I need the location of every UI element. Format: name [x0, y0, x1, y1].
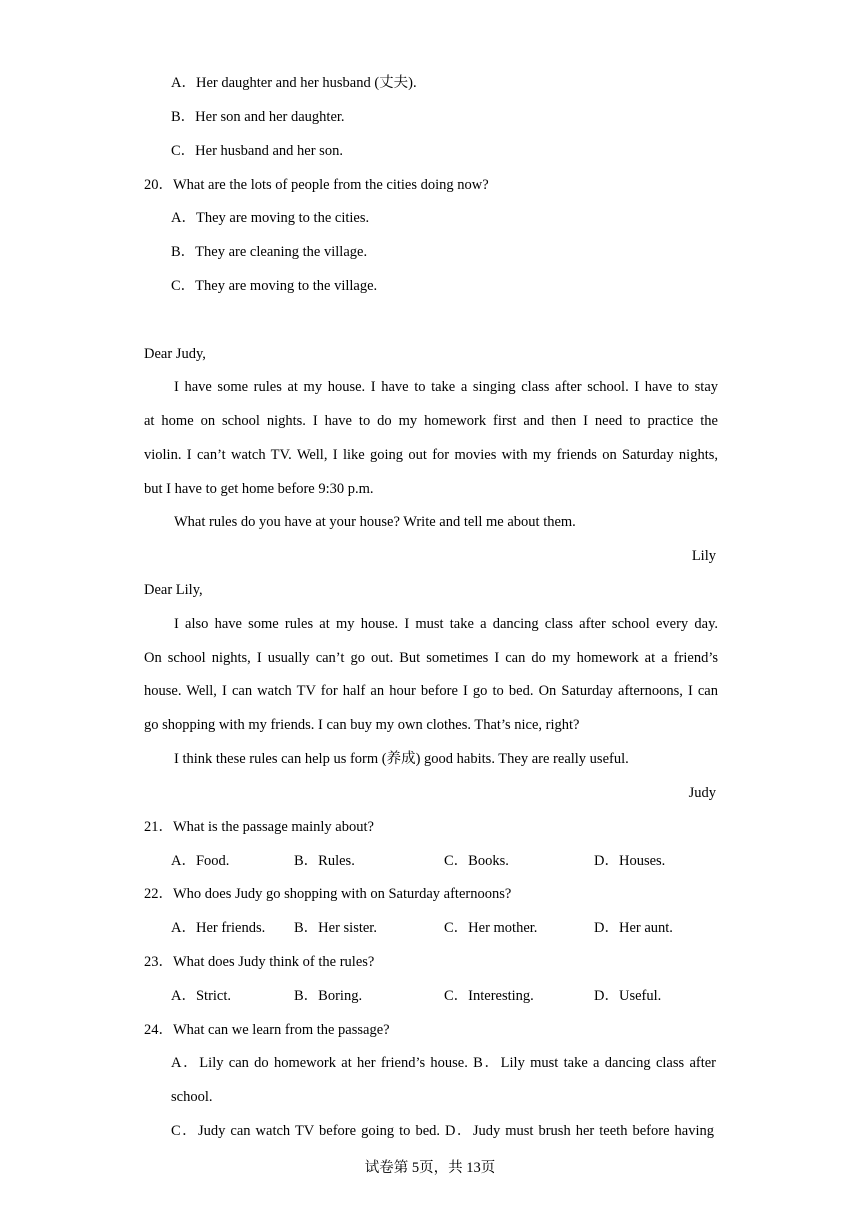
q24-stem: 24．What can we learn from the passage?: [144, 1022, 390, 1038]
letter2-line: house. Well, I can watch TV for half an hour before I go to bed. On Saturday afternoons, I can: [144, 683, 718, 699]
q22-option-a: A．Her friends.: [171, 920, 266, 936]
letter2-signature: Judy: [688, 785, 716, 801]
q22-stem: 22．Who does Judy go shopping with on Saturday afternoons?: [144, 886, 512, 902]
q19-option-b: B．Her son and her daughter.: [171, 109, 345, 125]
letter2-greeting: Dear Lily,: [144, 582, 203, 598]
q23-option-a: A．Strict.: [171, 988, 232, 1004]
q21-option-a: A．Food.: [171, 853, 230, 869]
letter1-line: I have some rules at my house. I have to take a singing class after school. I have to stay: [174, 379, 718, 395]
q23-option-d: D．Useful.: [594, 988, 662, 1004]
q19-option-c: C．Her husband and her son.: [171, 143, 343, 159]
q24-options-line: school.: [171, 1089, 213, 1105]
letter1-line: at home on school nights. I have to do my homework first and then I need to practice the: [144, 413, 718, 429]
page-footer: 试卷第 5页，共 13页: [364, 1160, 496, 1176]
q23-option-c: C．Interesting.: [444, 988, 534, 1004]
letter2-line: I think these rules can help us form (养成) good habits. They are really useful.: [174, 751, 629, 767]
letter1-line: What rules do you have at your house? Write and tell me about them.: [174, 514, 576, 530]
q24-options-line: C．Judy can watch TV before going to bed. D．Judy must brush her teeth before having: [171, 1123, 714, 1139]
letter1-greeting: Dear Judy,: [144, 346, 206, 362]
q21-option-c: C．Books.: [444, 853, 509, 869]
letter2-line: I also have some rules at my house. I must take a dancing class after school every day.: [174, 616, 718, 632]
q21-option-b: B．Rules.: [294, 853, 355, 869]
q23-stem: 23．What does Judy think of the rules?: [144, 954, 375, 970]
q19-option-a: A．Her daughter and her husband (丈夫).: [171, 75, 417, 91]
q22-option-b: B．Her sister.: [294, 920, 377, 936]
q22-option-d: D．Her aunt.: [594, 920, 673, 936]
q20-option-c: C．They are moving to the village.: [171, 278, 378, 294]
q23-option-b: B．Boring.: [294, 988, 363, 1004]
letter2-line: On school nights, I usually can’t go out. But sometimes I can do my homework at a friend’s: [144, 650, 718, 666]
q22-option-c: C．Her mother.: [444, 920, 538, 936]
letter2-line: go shopping with my friends. I can buy my own clothes. That’s nice, right?: [144, 717, 580, 733]
letter1-signature: Lily: [691, 548, 716, 564]
q20-option-a: A．They are moving to the cities.: [171, 210, 370, 226]
q21-option-d: D．Houses.: [594, 853, 666, 869]
q24-options-line: A．Lily can do homework at her friend’s house. B．Lily must take a dancing class after: [171, 1055, 716, 1071]
letter1-line: violin. I can’t watch TV. Well, I like going out for movies with my friends on Saturday nights,: [144, 447, 718, 463]
q20-stem: 20．What are the lots of people from the cities doing now?: [144, 177, 489, 193]
letter1-line: but I have to get home before 9:30 p.m.: [144, 481, 374, 497]
q20-option-b: B．They are cleaning the village.: [171, 244, 368, 260]
q21-stem: 21．What is the passage mainly about?: [144, 819, 374, 835]
